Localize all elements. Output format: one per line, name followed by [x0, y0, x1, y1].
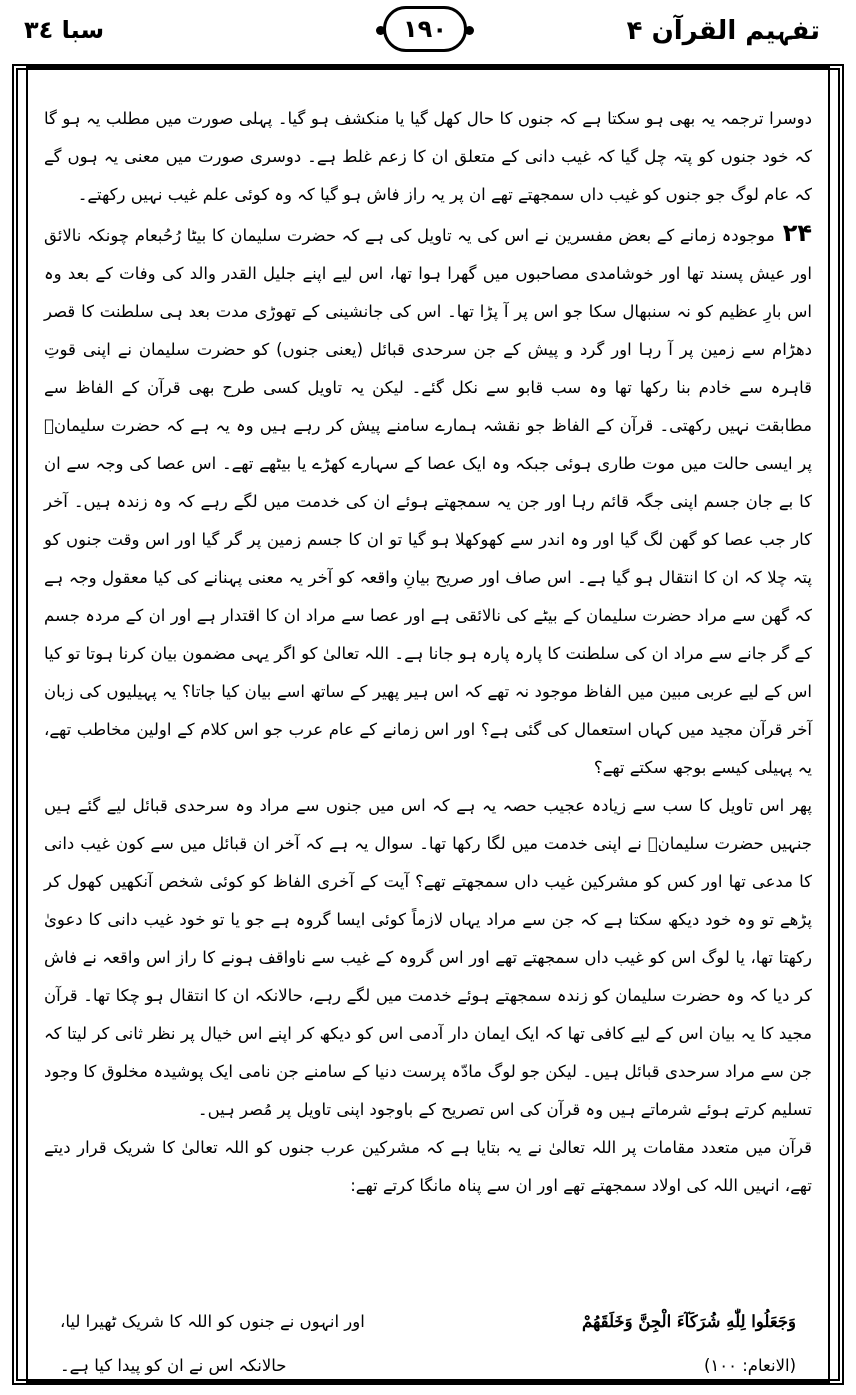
surah-header: سبا ٣٤ [24, 16, 105, 44]
verse-reference: (الانعام: ۱۰۰) [703, 1356, 796, 1375]
body-text [44, 100, 812, 1205]
quran-verse-block [60, 1300, 796, 1388]
book-title: تفہیم القرآن ۴ [626, 16, 820, 46]
page-header [0, 0, 856, 62]
paragraph: پھر اس تاویل کا سب سے زیادہ عجیب حصہ یہ ہے کہ اس میں جنوں سے مراد وہ سرحدی قبائل لیے گئے ہیں جنہیں حضرت سلیمانؑ نے اپنی خدمت میں لگا رکھا تھا۔ سوال یہ ہے کہ آخر ان قبائل میں سے کون غیب دانی کا مدعی تھا اور کس کو مشرکین غیب داں سمجھتے تھے؟ آیت کے آخری الفاظ کو کوئی شخص آنکھیں کھول کر پڑھے تو وہ خود دیکھ سکتا ہے کہ جن سے مراد یہاں لازماً کوئی ایسا گروہ ہے جو یا تو خود غیب دانی کا دعویٰ رکھتا تھا، یا لوگ اس کو غیب داں سمجھتے تھے اور اس گروہ کے غیب سے ناواقف ہونے کا راز اس واقعہ نے فاش کر دیا کہ وہ حضرت سلیمان کو زندہ سمجھتے ہوئے خدمت میں لگے رہے، حالانکہ ان کا انتقال ہو چکا تھا۔ قرآن مجید کا یہ بیان اس کے لیے کافی تھا کہ ایک ایمان دار آدمی اس کو دیکھ کر اپنے اس خیال پر نظر ثانی کر لیتا کہ جن سے مراد سرحدی قبائل ہیں۔ لیکن جو لوگ مادّہ پرست دنیا کے سامنے جن نامی ایک پوشیدہ مخلوق کا وجود تسلیم کرتے ہوئے شرماتے ہیں وہ قرآن کی اس تصریح کے باوجود اپنی تاویل پر مُصر ہیں۔ [44, 796, 812, 1119]
page-number: ١٩٠ [403, 15, 447, 43]
verse-translation: حالانکہ اس نے ان کو پیدا کیا ہے۔ [60, 1356, 287, 1375]
paragraph-text: موجودہ زمانے کے بعض مفسرین نے اس کی یہ تاویل کی ہے کہ حضرت سلیمان کا بیٹا رُحُبعام چونکہ نالائق اور عیش پسند تھا اور خوشامدی مصاحبوں میں گھرا ہوا تھا، اس لیے اپنے جلیل القدر والد کی وفات کے بعد وہ اس بارِ عظیم کو نہ سنبھال سکا جو اس پر آ پڑا تھا۔ اس کی جانشینی کے تھوڑی مدت بعد ہی سلطنت کا قصر دھڑام سے زمین پر آ رہا اور گرد و پیش کے جن سرحدی قبائل (یعنی جنوں) کو حضرت سلیمان نے اپنی قوتِ قاہرہ سے خادم بنا رکھا تھا وہ سب قابو سے نکل گئے۔ لیکن یہ تاویل کسی طرح بھی قرآن کے الفاظ سے مطابقت نہیں رکھتی۔ قرآن کے الفاظ جو نقشہ ہمارے سامنے پیش کر رہے ہیں وہ یہ ہے کہ حضرت سلیمانؑ پر ایسی حالت میں موت طاری ہوئی جبکہ وہ ایک عصا کے سہارے کھڑے یا بیٹھے تھے۔ اس عصا کی وجہ سے ان کا بے جان جسم اپنی جگہ قائم رہا اور جن یہ سمجھتے ہوئے ان کی خدمت میں لگے رہے کہ وہ زندہ ہیں۔ آخر کار جب عصا کو گھن لگ گیا اور وہ اندر سے کھوکھلا ہو گیا تو ان کا جسم زمین پر گر گیا اور اس وقت جنوں کو پتہ چلا کہ ان کا انتقال ہو گیا ہے۔ اس صاف اور صریح بیانِ واقعہ کو آخر یہ معنی پہنانے کی کیا معقول وجہ ہے کہ گھن سے مراد حضرت سلیمان کے بیٹے کی نالائقی ہے اور عصا سے مراد ان کا اقتدار ہے اور ان کے مردہ جسم کے گر جانے سے مراد ان کی سلطنت کا پارہ پارہ ہو جانا ہے۔ اللہ تعالیٰ کو اگر یہی مضمون بیان کرنا ہوتا تو کیا اس کے لیے عربی مبین میں الفاظ موجود نہ تھے کہ اس ہیر پھیر کے ساتھ اسے بیان کیا جاتا؟ یہ پہیلیوں کی زبان آخر قرآن مجید میں کہاں استعمال کی گئی ہے؟ اور اس زمانے کے عام عرب جو اس کلام کے اولین مخاطب تھے، یہ پہیلی کیسے بوجھ سکتے تھے؟ [44, 226, 812, 777]
verse-row [60, 1344, 796, 1388]
paragraph-note [44, 214, 812, 787]
paragraph: قرآن میں متعدد مقامات پر اللہ تعالیٰ نے یہ بتایا ہے کہ مشرکین عرب جنوں کو اللہ تعالیٰ کا شریک قرار دیتے تھے، انہیں اللہ کی اولاد سمجھتے تھے اور ان سے پناہ مانگا کرتے تھے: [44, 1138, 812, 1195]
paragraph: دوسرا ترجمہ یہ بھی ہو سکتا ہے کہ جنوں کا حال کھل گیا یا منکشف ہو گیا۔ پہلی صورت میں مطلب یہ ہو گا کہ خود جنوں کو پتہ چل گیا کہ غیب دانی کے متعلق ان کا زعم غلط ہے۔ دوسری صورت میں معنی یہ ہوں گے کہ عام لوگ جو جنوں کو غیب داں سمجھتے تھے ان پر یہ راز فاش ہو گیا کہ وہ کوئی علم غیب نہیں رکھتے۔ [44, 109, 812, 204]
verse-arabic: وَجَعَلُوا لِلّٰهِ شُرَكَآءَ الْجِنَّ وَخَلَقَهُمْ [582, 1312, 796, 1331]
page-number-badge [383, 6, 467, 52]
verse-row [60, 1300, 796, 1344]
footnote-number: ۲۴ [782, 219, 812, 247]
verse-translation: اور انہوں نے جنوں کو اللہ کا شریک ٹھیرا لیا، [60, 1312, 365, 1331]
